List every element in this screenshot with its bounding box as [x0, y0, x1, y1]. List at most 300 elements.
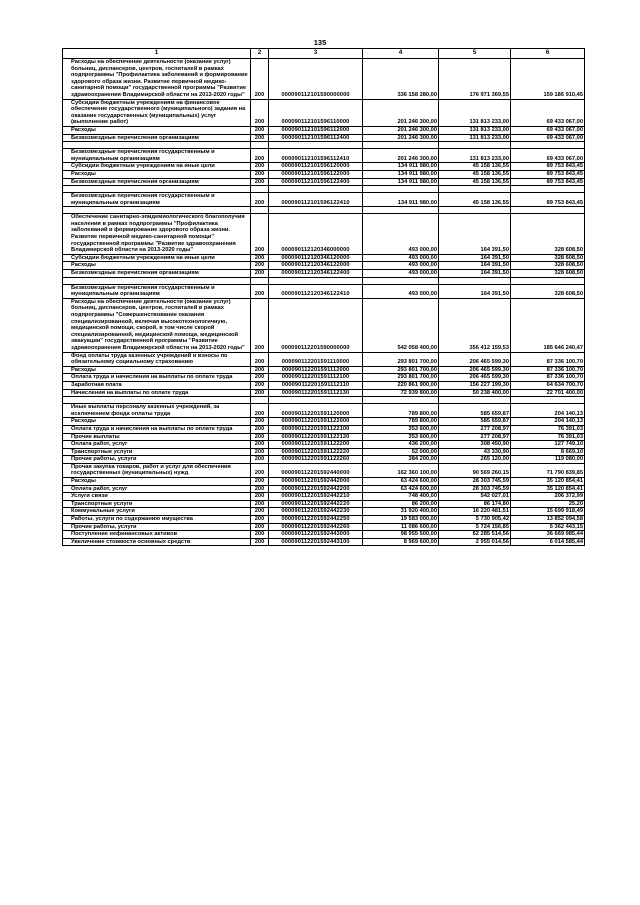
table-row [63, 493, 585, 501]
spacer-cell [251, 186, 269, 193]
row-code-cell: 200 [251, 523, 269, 531]
row-approved-cell: 134 911 980,00 [363, 178, 439, 186]
spacer-cell [439, 142, 511, 149]
row-code-cell: 200 [251, 126, 269, 134]
table-row [63, 214, 585, 255]
row-kbk-cell: 000090112201591122000 [269, 418, 363, 426]
spacer-cell [363, 397, 439, 404]
row-remaining-cell: 64 634 700,70 [511, 381, 585, 389]
row-label-cell: Безвозмездные перечисления государственным и муниципальным организациям [63, 284, 251, 298]
row-label-cell: Оплата труда и начисления на выплаты по оплате труда [63, 425, 251, 433]
row-kbk-cell: 000090112201591112100 [269, 374, 363, 382]
spacer-cell [269, 397, 363, 404]
row-approved-cell: 789 800,00 [363, 404, 439, 418]
table-row [63, 99, 585, 126]
row-kbk-cell: 000090112201591112000 [269, 366, 363, 374]
row-approved-cell: 384 200,00 [363, 456, 439, 464]
row-approved-cell: 86 200,00 [363, 500, 439, 508]
spacer-cell [63, 397, 251, 404]
row-label-cell: Увеличение стоимости основных средств [63, 538, 251, 546]
row-executed-cell: 62 285 514,56 [439, 531, 511, 539]
row-executed-cell: 5 730 905,42 [439, 516, 511, 524]
row-label-cell: Прочая закупка товаров, работ и услуг для обеспечения государственных (муниципальных) нужд [63, 463, 251, 477]
row-remaining-cell: 87 336 100,70 [511, 374, 585, 382]
row-remaining-cell: 5 362 443,15 [511, 523, 585, 531]
row-kbk-cell: 000090112201592442260 [269, 523, 363, 531]
table-row [63, 366, 585, 374]
table-header-row [63, 49, 585, 59]
row-executed-cell: 206 465 599,30 [439, 366, 511, 374]
spacer-cell [269, 207, 363, 214]
row-kbk-cell: 000090112101596122400 [269, 178, 363, 186]
row-approved-cell: 493 000,00 [363, 262, 439, 270]
row-code-cell: 200 [251, 374, 269, 382]
row-label-cell: Прочие выплаты [63, 433, 251, 441]
row-kbk-cell: 000090112201592442000 [269, 478, 363, 486]
table-row [63, 456, 585, 464]
spacer-cell [511, 397, 585, 404]
row-code-cell: 200 [251, 404, 269, 418]
row-label-cell: Расходы на обеспечение деятельности (оказание услуг) больниц, диспансеров, центров, госпиталей в рамках подпрограммы "Совершенствование оказания специализированной, включая высокотехнологичную, медицинской помощи, скорой, в том числе скорой специализированной, медицинской помощи, медицинской эвакуации" государственной программы "Развитие здравоохранения Владимирской области на 2013-2020 годы" [63, 298, 251, 352]
row-executed-cell: 131 813 233,00 [439, 99, 511, 126]
row-executed-cell: 45 158 136,55 [439, 178, 511, 186]
row-executed-cell: 2 955 014,56 [439, 538, 511, 546]
row-executed-cell: 206 465 599,30 [439, 374, 511, 382]
row-remaining-cell: 69 433 067,00 [511, 126, 585, 134]
row-executed-cell: 45 158 136,55 [439, 170, 511, 178]
row-remaining-cell: 25,20 [511, 500, 585, 508]
row-remaining-cell: 15 699 918,49 [511, 508, 585, 516]
row-code-cell: 200 [251, 262, 269, 270]
table-row [63, 433, 585, 441]
row-label-cell: Заработная плата [63, 381, 251, 389]
table-row [63, 441, 585, 449]
spacer-cell [63, 142, 251, 149]
row-kbk-cell: 000090112201590000000 [269, 298, 363, 352]
row-code-cell: 200 [251, 214, 269, 255]
row-executed-cell: 90 569 260,15 [439, 463, 511, 477]
row-executed-cell: 5 724 156,85 [439, 523, 511, 531]
row-approved-cell: 98 955 500,00 [363, 531, 439, 539]
spacer-cell [363, 142, 439, 149]
row-kbk-cell: 000090112201592442210 [269, 493, 363, 501]
row-executed-cell: 176 971 369,55 [439, 59, 511, 100]
row-approved-cell: 336 158 280,00 [363, 59, 439, 100]
spacer-row [63, 142, 585, 149]
row-remaining-cell: 89 753 843,45 [511, 178, 585, 186]
row-remaining-cell: 159 186 910,45 [511, 59, 585, 100]
row-label-cell: Расходы [63, 418, 251, 426]
row-kbk-cell: 000090112201591112110 [269, 381, 363, 389]
row-code-cell: 200 [251, 163, 269, 171]
row-approved-cell: 201 246 300,00 [363, 126, 439, 134]
row-executed-cell: 265 120,00 [439, 456, 511, 464]
table-row [63, 485, 585, 493]
row-kbk-cell: 000090112201591110000 [269, 352, 363, 366]
row-approved-cell: 493 000,00 [363, 214, 439, 255]
row-remaining-cell: 35 120 854,41 [511, 485, 585, 493]
table-row [63, 298, 585, 352]
row-remaining-cell: 204 140,13 [511, 404, 585, 418]
spacer-cell [251, 207, 269, 214]
table-row [63, 149, 585, 163]
spacer-cell [269, 186, 363, 193]
table-row [63, 284, 585, 298]
row-approved-cell: 220 861 900,00 [363, 381, 439, 389]
header-cell: 3 [269, 49, 363, 59]
row-approved-cell: 19 583 000,00 [363, 516, 439, 524]
row-approved-cell: 789 800,00 [363, 418, 439, 426]
row-approved-cell: 293 801 700,00 [363, 352, 439, 366]
row-code-cell: 200 [251, 538, 269, 546]
row-code-cell: 200 [251, 298, 269, 352]
row-remaining-cell: 119 080,00 [511, 456, 585, 464]
spacer-row [63, 186, 585, 193]
row-remaining-cell: 328 608,50 [511, 214, 585, 255]
row-executed-cell: 164 391,50 [439, 214, 511, 255]
spacer-cell [251, 142, 269, 149]
spacer-row [63, 397, 585, 404]
row-approved-cell: 493 000,00 [363, 284, 439, 298]
row-code-cell: 200 [251, 99, 269, 126]
spacer-cell [363, 207, 439, 214]
row-executed-cell: 542 027,01 [439, 493, 511, 501]
row-label-cell: Коммунальные услуги [63, 508, 251, 516]
row-approved-cell: 63 424 600,00 [363, 478, 439, 486]
page-number: 135 [313, 38, 327, 47]
row-approved-cell: 134 911 980,00 [363, 163, 439, 171]
spacer-cell [511, 207, 585, 214]
row-label-cell: Прочие работы, услуги [63, 456, 251, 464]
row-kbk-cell: 000090112201592442200 [269, 485, 363, 493]
row-kbk-cell: 000090112201592443000 [269, 531, 363, 539]
row-kbk-cell: 000090112201592442230 [269, 508, 363, 516]
row-code-cell: 200 [251, 478, 269, 486]
spacer-cell [439, 277, 511, 284]
table-row [63, 531, 585, 539]
table-row [63, 163, 585, 171]
row-approved-cell: 201 246 300,00 [363, 134, 439, 142]
budget-report-table [62, 48, 585, 546]
row-code-cell: 200 [251, 418, 269, 426]
table-row [63, 538, 585, 546]
row-code-cell: 200 [251, 254, 269, 262]
row-label-cell: Безвозмездные перечисления организациям [63, 178, 251, 186]
row-approved-cell: 11 086 600,00 [363, 523, 439, 531]
row-code-cell: 200 [251, 389, 269, 397]
row-remaining-cell: 69 433 067,00 [511, 134, 585, 142]
row-remaining-cell: 204 140,13 [511, 418, 585, 426]
row-executed-cell: 356 412 159,53 [439, 298, 511, 352]
row-kbk-cell: 000090112201591122260 [269, 456, 363, 464]
row-label-cell: Прочие работы, услуги [63, 523, 251, 531]
row-executed-cell: 28 303 745,59 [439, 485, 511, 493]
row-label-cell: Расходы [63, 170, 251, 178]
row-executed-cell: 277 208,97 [439, 433, 511, 441]
header-cell: 4 [363, 49, 439, 59]
row-executed-cell: 50 238 400,00 [439, 389, 511, 397]
row-approved-cell: 31 920 400,00 [363, 508, 439, 516]
row-kbk-cell: 000090112120346120000 [269, 254, 363, 262]
row-remaining-cell: 87 336 100,70 [511, 366, 585, 374]
row-code-cell: 200 [251, 134, 269, 142]
row-remaining-cell: 76 391,03 [511, 433, 585, 441]
row-label-cell: Безвозмездные перечисления государственным и муниципальным организациям [63, 193, 251, 207]
row-label-cell: Расходы на обеспечение деятельности (оказание услуг) больниц, диспансеров, центров, госпиталей в рамках подпрограммы "Профилактика заболеваний и формирование здорового образа жизни. Развитие первичной медико-санитарной помощи" государственной программы "Развитие здравоохранения Владимирской области на 2013-2020 годы" [63, 59, 251, 100]
row-code-cell: 200 [251, 448, 269, 456]
row-kbk-cell: 000090112101596122000 [269, 170, 363, 178]
row-label-cell: Транспортные услуги [63, 500, 251, 508]
table-row [63, 389, 585, 397]
row-approved-cell: 162 360 100,00 [363, 463, 439, 477]
row-kbk-cell: 000090112201592442250 [269, 516, 363, 524]
row-label-cell: Начисления на выплаты по оплате труда [63, 389, 251, 397]
table-row [63, 374, 585, 382]
table-row [63, 170, 585, 178]
row-label-cell: Оплата работ, услуг [63, 485, 251, 493]
row-kbk-cell: 000090112201591112130 [269, 389, 363, 397]
table-row [63, 193, 585, 207]
spacer-cell [251, 277, 269, 284]
row-label-cell: Поступление нефинансовых активов [63, 531, 251, 539]
row-kbk-cell: 000090112120346122000 [269, 262, 363, 270]
spacer-cell [63, 186, 251, 193]
row-remaining-cell: 69 433 067,00 [511, 149, 585, 163]
table-row [63, 478, 585, 486]
row-code-cell: 200 [251, 531, 269, 539]
spacer-cell [269, 142, 363, 149]
row-remaining-cell: 328 608,50 [511, 254, 585, 262]
row-label-cell: Субсидии бюджетным учреждениям на иные цели [63, 163, 251, 171]
row-code-cell: 200 [251, 463, 269, 477]
row-executed-cell: 43 330,90 [439, 448, 511, 456]
row-approved-cell: 8 969 600,00 [363, 538, 439, 546]
row-code-cell: 200 [251, 433, 269, 441]
row-remaining-cell: 6 014 585,44 [511, 538, 585, 546]
row-code-cell: 200 [251, 516, 269, 524]
table-row [63, 254, 585, 262]
row-remaining-cell: 328 608,50 [511, 284, 585, 298]
row-kbk-cell: 000090112101596112410 [269, 149, 363, 163]
row-approved-cell: 542 058 400,00 [363, 298, 439, 352]
row-executed-cell: 164 391,50 [439, 270, 511, 278]
row-executed-cell: 131 813 233,00 [439, 126, 511, 134]
row-remaining-cell: 127 749,10 [511, 441, 585, 449]
row-approved-cell: 293 801 700,00 [363, 366, 439, 374]
row-code-cell: 200 [251, 284, 269, 298]
row-kbk-cell: 000090112120346122400 [269, 270, 363, 278]
row-executed-cell: 28 303 745,59 [439, 478, 511, 486]
row-label-cell: Оплата труда и начисления на выплаты по оплате труда [63, 374, 251, 382]
spacer-cell [439, 397, 511, 404]
row-kbk-cell: 000090112201592442220 [269, 500, 363, 508]
row-remaining-cell: 89 753 843,45 [511, 170, 585, 178]
row-remaining-cell: 89 753 843,45 [511, 193, 585, 207]
row-code-cell: 200 [251, 270, 269, 278]
row-approved-cell: 748 400,00 [363, 493, 439, 501]
row-approved-cell: 63 424 600,00 [363, 485, 439, 493]
row-label-cell: Расходы [63, 478, 251, 486]
row-label-cell: Субсидии бюджетным учреждениям на финансовое обеспечение государственного (муниципального) задания на оказание государственных (муниципальных) услуг (выполнение работ) [63, 99, 251, 126]
table-row [63, 270, 585, 278]
spacer-row [63, 277, 585, 284]
row-label-cell: Расходы [63, 262, 251, 270]
row-executed-cell: 45 158 136,55 [439, 163, 511, 171]
row-remaining-cell: 89 753 843,45 [511, 163, 585, 171]
row-label-cell: Безвозмездные перечисления организациям [63, 134, 251, 142]
row-approved-cell: 493 000,00 [363, 254, 439, 262]
row-label-cell: Оплата работ, услуг [63, 441, 251, 449]
table-row [63, 448, 585, 456]
table-row [63, 381, 585, 389]
spacer-cell [511, 277, 585, 284]
spacer-row [63, 207, 585, 214]
row-kbk-cell: 000090112101596110000 [269, 99, 363, 126]
spacer-cell [511, 186, 585, 193]
row-kbk-cell: 000090112201591122120 [269, 433, 363, 441]
row-remaining-cell: 13 852 094,58 [511, 516, 585, 524]
row-code-cell: 200 [251, 508, 269, 516]
row-remaining-cell: 22 701 400,00 [511, 389, 585, 397]
row-executed-cell: 45 158 136,55 [439, 193, 511, 207]
row-executed-cell: 308 450,90 [439, 441, 511, 449]
row-approved-cell: 72 939 800,00 [363, 389, 439, 397]
row-kbk-cell: 000090112101596112000 [269, 126, 363, 134]
row-executed-cell: 131 813 233,00 [439, 134, 511, 142]
table-row [63, 523, 585, 531]
row-kbk-cell: 000090112201592443100 [269, 538, 363, 546]
row-label-cell: Безвозмездные перечисления организациям [63, 270, 251, 278]
row-kbk-cell: 000090112201592440000 [269, 463, 363, 477]
table-row [63, 418, 585, 426]
row-approved-cell: 353 600,00 [363, 425, 439, 433]
row-executed-cell: 164 391,50 [439, 254, 511, 262]
row-executed-cell: 585 659,87 [439, 404, 511, 418]
header-cell: 6 [511, 49, 585, 59]
row-remaining-cell: 76 391,03 [511, 425, 585, 433]
row-executed-cell: 164 391,50 [439, 262, 511, 270]
row-remaining-cell: 8 669,10 [511, 448, 585, 456]
row-remaining-cell: 69 433 067,00 [511, 99, 585, 126]
row-code-cell: 200 [251, 352, 269, 366]
table-row [63, 463, 585, 477]
table-row [63, 178, 585, 186]
row-label-cell: Работы, услуги по содержанию имущества [63, 516, 251, 524]
row-remaining-cell: 328 608,50 [511, 270, 585, 278]
row-remaining-cell: 328 608,50 [511, 262, 585, 270]
row-approved-cell: 293 801 700,00 [363, 374, 439, 382]
row-code-cell: 200 [251, 485, 269, 493]
row-kbk-cell: 000090112101590000000 [269, 59, 363, 100]
row-code-cell: 200 [251, 500, 269, 508]
row-code-cell: 200 [251, 149, 269, 163]
header-cell: 5 [439, 49, 511, 59]
header-cell: 2 [251, 49, 269, 59]
row-executed-cell: 131 813 233,00 [439, 149, 511, 163]
row-remaining-cell: 185 646 240,47 [511, 298, 585, 352]
row-code-cell: 200 [251, 425, 269, 433]
row-executed-cell: 164 391,50 [439, 284, 511, 298]
spacer-cell [439, 186, 511, 193]
table-row [63, 404, 585, 418]
table-row [63, 262, 585, 270]
row-approved-cell: 201 246 300,00 [363, 99, 439, 126]
row-kbk-cell: 000090112120346000000 [269, 214, 363, 255]
spacer-cell [511, 142, 585, 149]
spacer-cell [363, 186, 439, 193]
row-executed-cell: 206 465 599,30 [439, 352, 511, 366]
table-row [63, 500, 585, 508]
spacer-cell [439, 207, 511, 214]
table-row [63, 425, 585, 433]
row-executed-cell: 86 174,80 [439, 500, 511, 508]
row-kbk-cell: 000090112120346122410 [269, 284, 363, 298]
spacer-cell [269, 277, 363, 284]
row-executed-cell: 16 220 481,51 [439, 508, 511, 516]
row-label-cell: Расходы [63, 366, 251, 374]
table-row [63, 134, 585, 142]
row-label-cell: Транспортные услуги [63, 448, 251, 456]
header-cell: 1 [63, 49, 251, 59]
spacer-cell [63, 277, 251, 284]
row-executed-cell: 585 659,87 [439, 418, 511, 426]
row-approved-cell: 134 911 980,00 [363, 170, 439, 178]
row-label-cell: Фонд оплаты труда казенных учреждений и взносы по обязательному социальному страхованию [63, 352, 251, 366]
table-row [63, 508, 585, 516]
row-code-cell: 200 [251, 493, 269, 501]
row-kbk-cell: 000090112201591120000 [269, 404, 363, 418]
row-code-cell: 200 [251, 441, 269, 449]
spacer-cell [251, 397, 269, 404]
spacer-cell [363, 277, 439, 284]
row-approved-cell: 134 911 980,00 [363, 193, 439, 207]
row-code-cell: 200 [251, 193, 269, 207]
row-code-cell: 200 [251, 456, 269, 464]
row-approved-cell: 436 200,00 [363, 441, 439, 449]
table-row [63, 126, 585, 134]
row-kbk-cell: 000090112201591122220 [269, 448, 363, 456]
table-row [63, 59, 585, 100]
row-label-cell: Безвозмездные перечисления государственным и муниципальным организациям [63, 149, 251, 163]
row-approved-cell: 493 000,00 [363, 270, 439, 278]
row-kbk-cell: 000090112101596120000 [269, 163, 363, 171]
row-approved-cell: 52 000,00 [363, 448, 439, 456]
row-remaining-cell: 87 336 100,70 [511, 352, 585, 366]
row-label-cell: Субсидии бюджетным учреждениям на иные цели [63, 254, 251, 262]
row-label-cell: Услуги связи [63, 493, 251, 501]
row-label-cell: Иные выплаты персоналу казенных учреждений, за исключением фонда оплаты труда [63, 404, 251, 418]
row-code-cell: 200 [251, 366, 269, 374]
row-executed-cell: 277 208,97 [439, 425, 511, 433]
row-kbk-cell: 000090112201591122200 [269, 441, 363, 449]
row-remaining-cell: 206 372,99 [511, 493, 585, 501]
row-approved-cell: 201 246 300,00 [363, 149, 439, 163]
row-remaining-cell: 36 669 985,44 [511, 531, 585, 539]
table-row [63, 516, 585, 524]
row-approved-cell: 353 600,00 [363, 433, 439, 441]
spacer-cell [63, 207, 251, 214]
row-kbk-cell: 000090112101596122410 [269, 193, 363, 207]
row-remaining-cell: 71 790 839,85 [511, 463, 585, 477]
row-executed-cell: 156 227 199,30 [439, 381, 511, 389]
table-row [63, 352, 585, 366]
row-code-cell: 200 [251, 178, 269, 186]
row-code-cell: 200 [251, 59, 269, 100]
row-label-cell: Обеспечение санитарно-эпидемиологического благополучия населения в рамках подпрограммы "Профилактика заболеваний и формирование здорового образа жизни. Развитие первичной медико-санитарной помощи" государственной программы "Развитие здравоохранения Владимирской области на 2013-2020 годы" [63, 214, 251, 255]
row-remaining-cell: 35 120 854,41 [511, 478, 585, 486]
row-code-cell: 200 [251, 170, 269, 178]
row-label-cell: Расходы [63, 126, 251, 134]
